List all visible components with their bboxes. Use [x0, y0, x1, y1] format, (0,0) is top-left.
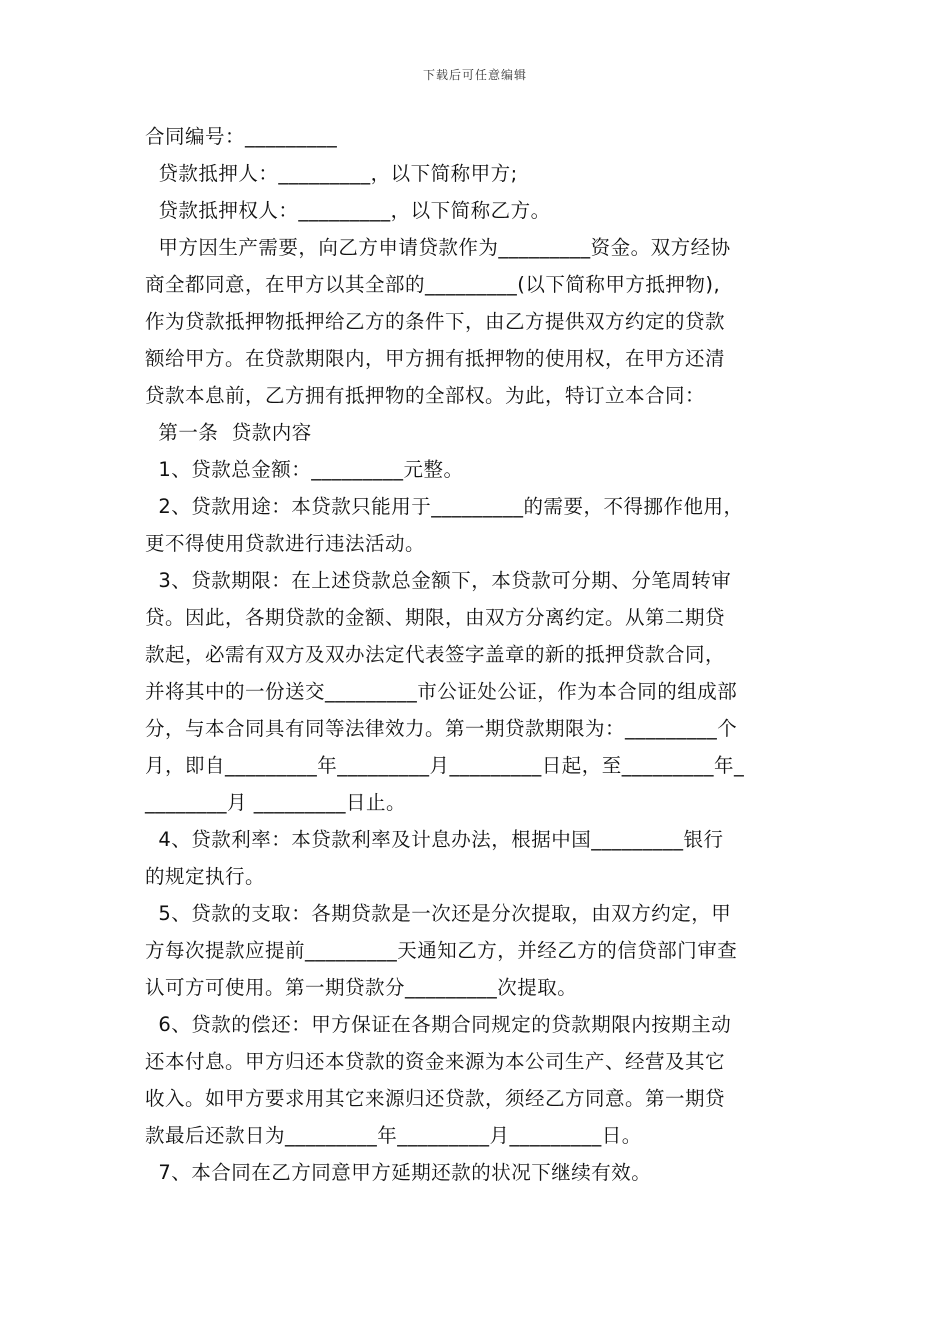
clause-line: 2、贷款用途：本贷款只能用于_________的需要，不得挪作他用， [145, 495, 744, 518]
clause-line: 7、本合同在乙方同意甲方延期还款的状况下继续有效。 [145, 1161, 652, 1184]
article-heading: 第一条 贷款内容 [145, 421, 312, 444]
contract-number-line: 合同编号：_________ [145, 125, 338, 148]
clause-line: 月，即自_________年_________月_________日起，至_________年_ [145, 754, 745, 777]
header-note: 下载后可任意编辑 [422, 68, 527, 82]
clause-line: 的规定执行。 [145, 865, 266, 888]
clause-line: 并将其中的一份送交_________市公证处公证，作为本合同的组成部 [145, 680, 738, 703]
clause-line: 款起，必需有双方及双办法定代表签字盖章的新的抵押贷款合同， [145, 643, 726, 666]
mortgagee-line: 贷款抵押权人：_________，以下简称乙方。 [145, 199, 551, 222]
clause-line: 款最后还款日为_________年_________月_________日。 [145, 1124, 642, 1147]
preamble-line: 贷款本息前，乙方拥有抵押物的全部权。为此，特订立本合同： [145, 384, 706, 407]
mortgagor-line: 贷款抵押人：_________，以下简称甲方; [145, 162, 518, 185]
clause-line: ________月 _________日止。 [145, 791, 406, 814]
clause-line: 收入。如甲方要求用其它来源归还贷款，须经乙方同意。第一期贷 [145, 1087, 726, 1110]
preamble-line: 作为贷款抵押物抵押给乙方的条件下，由乙方提供双方约定的贷款 [145, 310, 726, 333]
clause-line: 5、贷款的支取：各期贷款是一次还是分次提取，由双方约定，甲 [145, 902, 732, 925]
clause-line: 3、贷款期限：在上述贷款总金额下，本贷款可分期、分笔周转审 [145, 569, 732, 592]
clause-line: 4、贷款利率：本贷款利率及计息办法，根据中国_________银行 [145, 828, 724, 851]
preamble-line: 额给甲方。在贷款期限内，甲方拥有抵押物的使用权，在甲方还清 [145, 347, 726, 370]
preamble-line: 甲方因生产需要，向乙方申请贷款作为_________资金。双方经协 [145, 236, 731, 259]
clause-line: 1、贷款总金额：_________元整。 [145, 458, 464, 481]
clause-line: 6、贷款的偿还：甲方保证在各期合同规定的贷款期限内按期主动 [145, 1013, 732, 1036]
clause-line: 贷。因此，各期贷款的金额、期限，由双方分离约定。从第二期贷 [145, 606, 726, 629]
preamble-line: 商全都同意，在甲方以其全部的_________(以下简称甲方抵押物), [145, 273, 721, 296]
contract-body [145, 118, 825, 1191]
clause-line: 还本付息。甲方归还本贷款的资金来源为本公司生产、经营及其它 [145, 1050, 726, 1073]
clause-line: 分，与本合同具有同等法律效力。第一期贷款期限为：_________个 [145, 717, 738, 740]
clause-line: 更不得使用贷款进行违法活动。 [145, 532, 426, 555]
clause-line: 方每次提款应提前_________天通知乙方，并经乙方的信贷部门审查 [145, 939, 738, 962]
clause-line: 认可方可使用。第一期贷款分_________次提取。 [145, 976, 578, 999]
